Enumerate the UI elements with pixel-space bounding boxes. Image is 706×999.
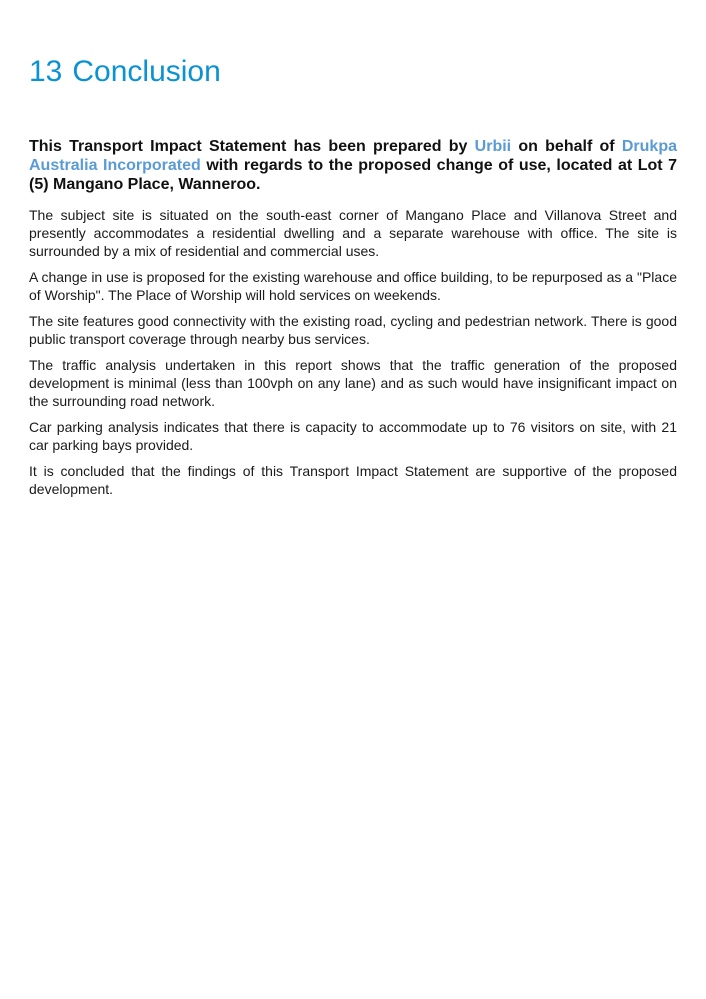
section-title: Conclusion [72, 55, 221, 88]
lead-text-3: with regards to the proposed change of use, located at Lot 7 (5) Mangano Place, Wanneroo. [29, 157, 678, 193]
paragraph-site-description: The subject site is situated on the south-east corner of Mangano Place and Villanova Street and presently accommodates a residential dwelling and a separate warehouse with office. The site is surrounded by a mix of residential and commercial uses. [29, 207, 677, 259]
lead-text-1: This Transport Impact Statement has been prepared by [29, 138, 475, 155]
client-name: Drukpa Australia Incorporated [29, 138, 677, 174]
paragraph-connectivity: The site features good connectivity with the existing road, cycling and pedestrian network. There is good public transport coverage through nearby bus services. [29, 313, 677, 347]
section-number: 13 [29, 55, 63, 88]
paragraph-traffic-analysis: The traffic analysis undertaken in this report shows that the traffic generation of the proposed development is minimal (less than 100vph on any lane) and as such would have insignificant impact on the surrounding road network. [29, 357, 677, 409]
paragraph-car-parking: Car parking analysis indicates that there is capacity to accommodate up to 76 visitors on site, with 21 car parking bays provided. [29, 419, 677, 453]
paragraph-conclusion: It is concluded that the findings of this Transport Impact Statement are supportive of the proposed development. [29, 463, 677, 497]
section-heading [29, 54, 221, 90]
section-body [29, 137, 677, 506]
lead-statement [29, 137, 677, 194]
author-name: Urbii [474, 138, 512, 155]
paragraph-change-of-use: A change in use is proposed for the existing warehouse and office building, to be repurposed as a "Place of Worship". The Place of Worship will hold services on weekends. [29, 269, 677, 303]
lead-text-2: on behalf of [511, 138, 622, 155]
